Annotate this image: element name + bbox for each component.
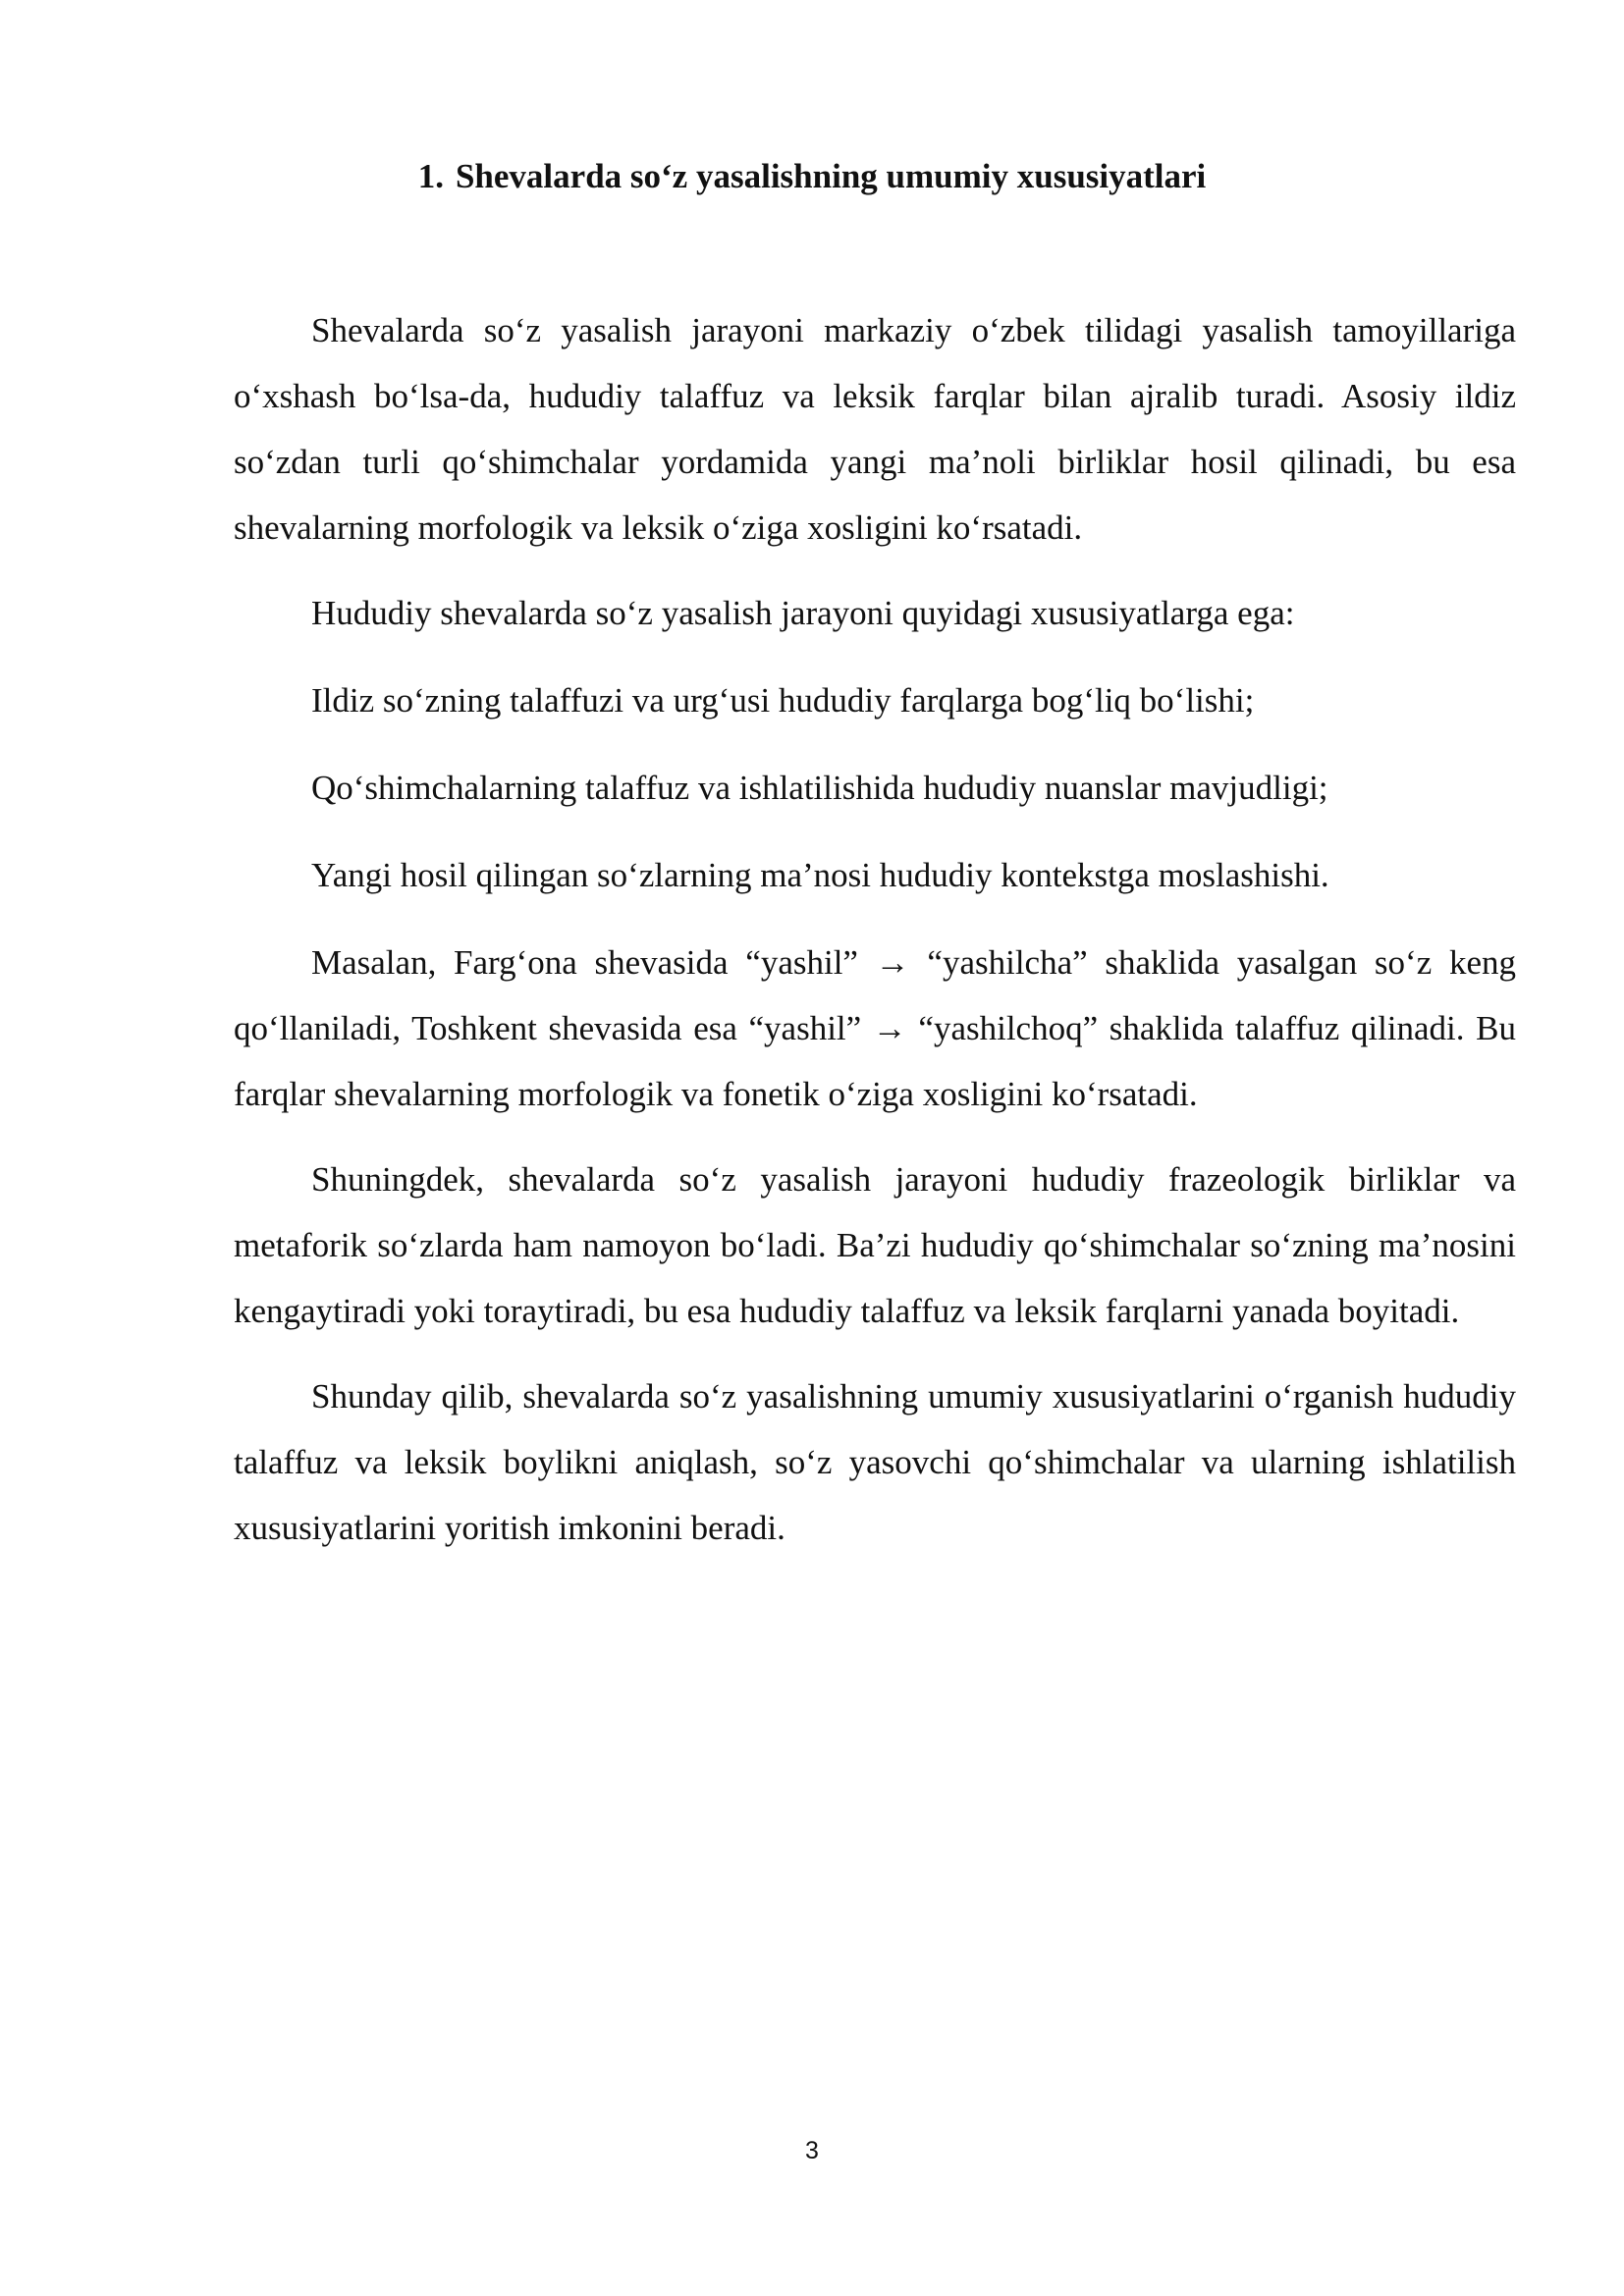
conclusion-paragraph: Shunday qilib, shevalarda so‘z yasalishning umumiy xususiyatlarini o‘rganish hududiy talaffuz va leksik boylikni aniqlash, so‘z yasovchi qo‘shimchalar va ularning ishlatilish xususiyatlarini yoritish imkonini beradi. xyxy=(234,1377,1516,1547)
example-paragraph: Masalan, Farg‘ona shevasida “yashil” → “yashilcha” shaklida yasalgan so‘z keng qo‘llaniladi, Toshkent shevasida esa “yashil” → “yashilchoq” shaklida talaffuz qilinadi. Bu farqlar shevalarning morfologik va fonetik o‘ziga xosligini ko‘rsatadi. xyxy=(234,943,1516,1113)
list-item: Qo‘shimchalarning talaffuz va ishlatilishida hududiy nuanslar mavjudligi; xyxy=(311,769,1328,807)
list-intro: Hududiy shevalarda so‘z yasalish jarayoni quyidagi xususiyatlarga ega: xyxy=(311,594,1295,632)
body-text xyxy=(234,297,1516,1580)
list-item: Yangi hosil qilingan so‘zlarning ma’nosi hududiy kontekstga moslashishi. xyxy=(311,856,1329,894)
page-number: 3 xyxy=(805,2137,819,2164)
additional-paragraph: Shuningdek, shevalarda so‘z yasalish jarayoni hududiy frazeologik birliklar va metaforik so‘zlarda ham namoyon bo‘ladi. Ba’zi hududiy qo‘shimchalar so‘zning ma’nosini kengaytiradi yoki toraytiradi, bu esa hududiy talaffuz va leksik farqlarni yanada boyitadi. xyxy=(234,1160,1516,1330)
list-item: Ildiz so‘zning talaffuzi va urg‘usi hududiy farqlarga bog‘liq bo‘lishi; xyxy=(311,681,1255,720)
intro-paragraph: Shevalarda so‘z yasalish jarayoni markaziy o‘zbek tilidagi yasalish tamoyillariga o‘xshash bo‘lsa-da, hududiy talaffuz va leksik farqlar bilan ajralib turadi. Asosiy ildiz so‘zdan turli qo‘shimchalar yordamida yangi ma’noli birliklar hosil qilinadi, bu esa shevalarning morfologik va leksik o‘ziga xosligini ko‘rsatadi. xyxy=(234,311,1516,547)
section-title: Shevalarda so‘z yasalishning umumiy xususiyatlari xyxy=(455,157,1207,195)
section-number: 1. xyxy=(417,157,444,195)
section-heading xyxy=(0,155,1624,198)
